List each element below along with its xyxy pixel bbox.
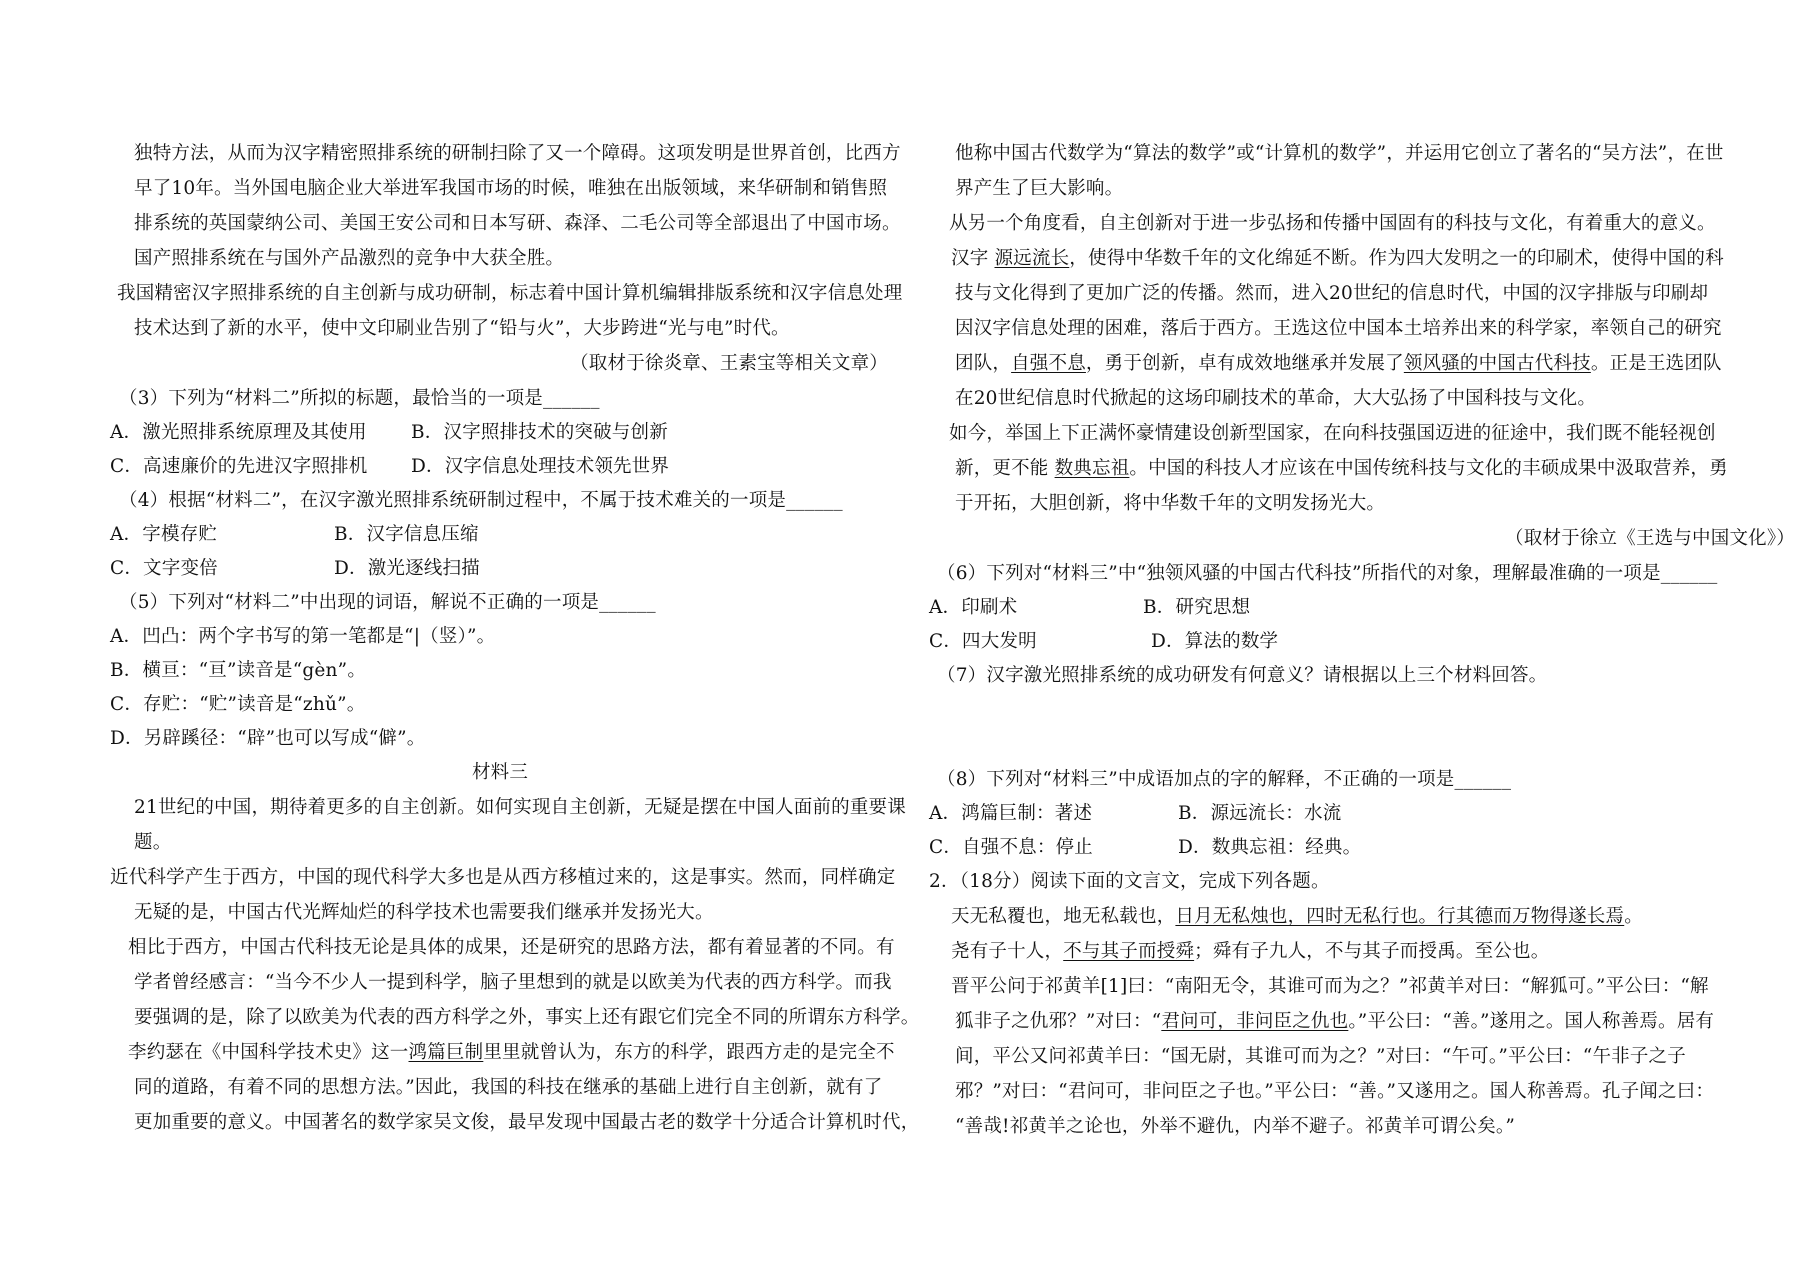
text-line: 相比于西方，中国古代科技无论是具体的成果，还是研究的思路方法，都有着显著的不同。有	[128, 937, 895, 958]
text-line: 技术达到了新的水平，使中文印刷业告别了“铅与火”，大步跨进“光与电”时代。	[134, 318, 790, 339]
option-c: C．四大发明	[929, 631, 1037, 652]
source-citation: （取材于徐炎章、王素宝等相关文章）	[570, 353, 888, 374]
text-line: 同的道路，有着不同的思想方法。”因此，我国的科技在继承的基础上进行自主创新，就有了	[134, 1077, 883, 1098]
text-line: 团队，自强不息，勇于创新，卓有成效地继承并发展了领风骚的中国古代科技。正是王选团队	[955, 353, 1722, 374]
question-8: （8）下列对“材料三”中成语加点的字的解释，不正确的一项是______	[937, 769, 1512, 790]
text-line: 近代科学产生于西方，中国的现代科学大多也是从西方移植过来的，这是事实。然而，同样确定	[110, 867, 896, 888]
text-line: 在20世纪信息时代掀起的这场印刷技术的革命，大大弘扬了中国科技与文化。	[955, 388, 1597, 409]
text-line: 排系统的英国蒙纳公司、美国王安公司和日本写研、森泽、二毛公司等全部退出了中国市场。	[134, 213, 901, 234]
underlined-phrase: 鸿篇巨制	[408, 1042, 484, 1063]
underlined-phrase: 不与其子而授舜	[1063, 941, 1195, 962]
text-line: 界产生了巨大影响。	[955, 178, 1124, 199]
text-line: 于开拓，大胆创新，将中华数千年的文明发扬光大。	[955, 493, 1386, 514]
option-a: A．激光照排系统原理及其使用	[110, 422, 367, 443]
option-d: D．数典忘祖：经典。	[1178, 837, 1362, 858]
text-line: 他称中国古代数学为“算法的数学”或“计算机的数学”，并运用它创立了著名的“吴方法”，在世	[955, 143, 1724, 164]
option-b: B．源远流长：水流	[1178, 803, 1342, 824]
question-5: （5）下列对“材料二”中出现的词语，解说不正确的一项是______	[119, 592, 656, 613]
text-line: 从另一个角度看，自主创新对于进一步弘扬和传播中国固有的科技与文化，有着重大的意义。	[949, 213, 1716, 234]
option-d: D．汉字信息处理技术领先世界	[411, 456, 670, 477]
text-line: 新，更不能 数典忘祖。中国的科技人才应该在中国传统科技与文化的丰硕成果中汲取营养，勇	[955, 458, 1728, 479]
underlined-phrase: 领风骚的中国古代科技	[1403, 353, 1591, 374]
section-heading: 材料三	[471, 762, 529, 783]
text-line: 因汉字信息处理的困难，落后于西方。王选这位中国本土培养出来的科学家，率领自己的研究	[955, 318, 1722, 339]
question-4: （4）根据“材料二”，在汉字激光照排系统研制过程中，不属于技术难关的一项是______	[119, 490, 843, 511]
text-line: 要强调的是，除了以欧美为代表的西方科学之外，事实上还有跟它们完全不同的所谓东方科学。	[134, 1007, 920, 1028]
underlined-phrase: 君问可，非问臣之仇也	[1161, 1011, 1349, 1032]
underlined-phrase: 数典忘祖	[1054, 458, 1130, 479]
option-b: B．汉字照排技术的突破与创新	[411, 422, 668, 443]
text-line: 尧有子十人，不与其子而授舜；舜有子九人，不与其子而授禹。至公也。	[951, 941, 1550, 962]
question-3: （3）下列为“材料二”所拟的标题，最恰当的一项是______	[119, 388, 600, 409]
option-c: C．自强不息：停止	[929, 837, 1093, 858]
question-6: （6）下列对“材料三”中“独领风骚的中国古代科技”所指代的对象，理解最准确的一项是______	[937, 563, 1718, 584]
text-line: 更加重要的意义。中国著名的数学家吴文俊，最早发现中国最古老的数学十分适合计算机时代，	[134, 1112, 920, 1133]
option-a: A．凹凸：两个字书写的第一笔都是“|（竖）”。	[110, 626, 496, 647]
option-c: C．高速廉价的先进汉字照排机	[110, 456, 368, 477]
question-2: 2．（18分）阅读下面的文言文，完成下列各题。	[929, 871, 1330, 892]
option-b: B．研究思想	[1143, 597, 1251, 618]
question-7: （7）汉字激光照排系统的成功研发有何意义？请根据以上三个材料回答。	[937, 665, 1548, 686]
text-line: 李约瑟在《中国科学技术史》这一鸿篇巨制里里就曾认为，东方的科学，跟西方走的是完全不	[128, 1042, 895, 1063]
option-a: A．印刷术	[929, 597, 1018, 618]
text-line: 早了10年。当外国电脑企业大举进军我国市场的时候，唯独在出版领域，来华研制和销售照	[134, 178, 888, 199]
text-line: 题。	[134, 832, 172, 853]
text-line: 邪？”对曰：“君问可，非问臣之子也。”平公曰：“善。”又遂用之。国人称善焉。孔子闻之曰：	[955, 1081, 1715, 1102]
option-c: C．文字变倍	[110, 558, 218, 579]
text-line: 如今，举国上下正满怀豪情建设创新型国家，在向科技强国迈进的征途中，我们既不能轻视创	[949, 423, 1716, 444]
text-line: 晋平公问于祁黄羊[1]曰：“南阳无令，其谁可而为之？”祁黄羊对曰：“解狐可。”平公曰：“解	[951, 976, 1709, 997]
text-line: 我国精密汉字照排系统的自主创新与成功研制，标志着中国计算机编辑排版系统和汉字信息处理	[117, 283, 903, 304]
text-line: 独特方法，从而为汉字精密照排系统的研制扫除了又一个障碍。这项发明是世界首创，比西方	[134, 143, 901, 164]
text-line: 国产照排系统在与国外产品激烈的竞争中大获全胜。	[134, 248, 565, 269]
underlined-phrase: 自强不息	[1011, 353, 1086, 374]
option-b: B．汉字信息压缩	[334, 524, 479, 545]
underlined-phrase: 源远流长	[994, 248, 1070, 269]
text-line: 技与文化得到了更加广泛的传播。然而，进入20世纪的信息时代，中国的汉字排版与印刷却	[955, 283, 1709, 304]
text-line: 狐非子之仇邪？”对曰：“君问可，非问臣之仇也。”平公曰：“善。”遂用之。国人称善焉。居有	[955, 1011, 1715, 1032]
option-a: A．字模存贮	[110, 524, 218, 545]
option-d: D．另辟蹊径：“辟”也可以写成“僻”。	[110, 728, 426, 749]
option-d: D．算法的数学	[1151, 631, 1279, 652]
option-a: A．鸿篇巨制：著述	[929, 803, 1093, 824]
option-b: B．横亘：“亘”读音是“gèn”。	[110, 660, 367, 681]
underlined-phrase: 日月无私烛也，四时无私行也。行其德而万物得遂长焉	[1175, 906, 1625, 927]
option-d: D．激光逐线扫描	[334, 558, 480, 579]
source-citation: （取材于徐立《王选与中国文化》）	[1505, 528, 1795, 549]
option-c: C．存贮：“贮”读音是“zhǔ”。	[110, 694, 366, 715]
text-line: 21世纪的中国，期待着更多的自主创新。如何实现自主创新，无疑是摆在中国人面前的重要课	[134, 797, 906, 818]
text-line: 学者曾经感言：“当今不少人一提到科学，脑子里想到的就是以欧美为代表的西方科学。而我	[134, 972, 892, 993]
text-line: 间，平公又问祁黄羊曰：“国无尉，其谁可而为之？”对曰：“午可。”平公曰：“午非子之子	[955, 1046, 1686, 1067]
text-line: “善哉!祁黄羊之论也，外举不避仇，内举不避子。祁黄羊可谓公矣。”	[955, 1116, 1516, 1137]
text-line: 汉字 源远流长，使得中华数千年的文化绵延不断。作为四大发明之一的印刷术，使得中国的科	[951, 248, 1724, 269]
text-line: 天无私覆也，地无私载也，日月无私烛也，四时无私行也。行其德而万物得遂长焉。	[951, 906, 1643, 927]
text-line: 无疑的是，中国古代光辉灿烂的科学技术也需要我们继承并发扬光大。	[134, 902, 714, 923]
